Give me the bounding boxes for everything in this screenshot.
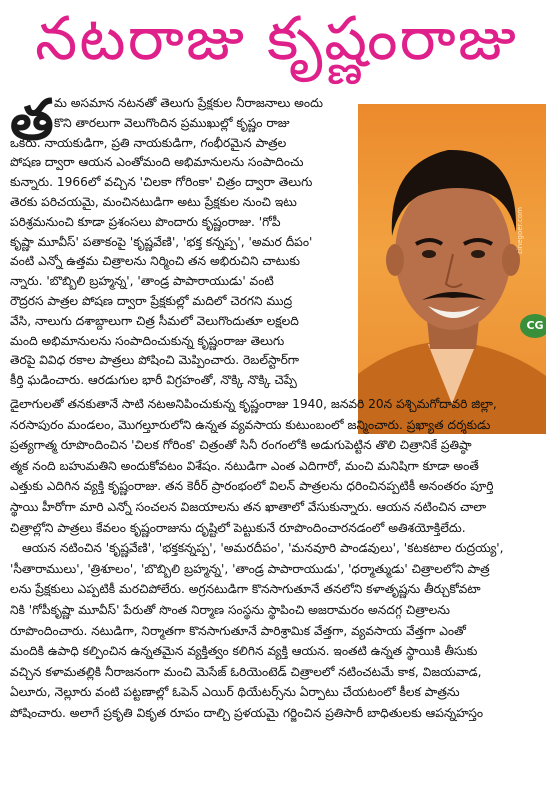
column-line: మ అసమాన నటనతో తెలుగు ప్రేక్షకుల నీరాజనాలు అందు [54, 96, 323, 110]
column-line: కృష్ణా మూవీస్' పతాకంపై 'కృష్ణవేణి', 'భక్త కన్నప్ప', 'అమర దీపం' [10, 234, 313, 249]
body-line: డైలాగులతో తనకుతానే సాటి నటఅనిపించుకున్న కృష్ణంరాజు 1940, జనవరి 20న పశ్చిమగోదావరి జిల్లా, [10, 397, 497, 411]
drop-cap: త [10, 87, 54, 153]
body-line: ఆయన నటించిన 'కృష్ణవేణి', 'భక్తకన్నప్ప', 'అమరదీపం', 'మనవూరి పాండవులు', 'కటకటాల రుద్రయ్య', [22, 541, 504, 556]
body-line: స్థాయి హీరోగా మారి ఎన్నో సంచలన విజయాలను తన ఖాతాలో వేసుకున్నారు. ఆయన నటించిన చాలా [10, 499, 487, 514]
column-line: కీర్తి ఘడించారు. ఆరడుగుల భారీ విగ్రహంతో, నొక్కి నొక్కి చెప్పే [10, 373, 297, 388]
column-line: రౌద్రరస పాత్రల పోషణ ద్వారా ప్రేక్షకుల్లో మదిలో చెరగని ముద్ర [10, 293, 293, 308]
column-line: తెరపై వివిధ రకాల పాత్రలు పోషించి మెప్పించారు. రెబల్‌స్టార్‌గా [10, 353, 300, 368]
body-line: మందికి ఉపాధి కల్పించిన ఉన్నతమైన వ్యక్తిత్వం కలిగిన వ్యక్తి ఆయన. ఇంతటి ఉన్నత స్థాయికి తీసుకు [10, 644, 478, 659]
column-line: పరిశ్రమనుంచి కూడా ప్రశంసలు పొందారు కృష్ణంరాజు. 'గోపీ [10, 214, 281, 229]
article-full-width [10, 394, 544, 724]
body-line: వచ్చిన కళామతల్లికి నీరాజనంగా మంచి మెసేజ్ ఓరియెంటెడ్ చిత్రాలలో నటించటమే కాక, విజయవాడ, [10, 664, 482, 679]
watermark-text: cinegoer.com [516, 207, 524, 254]
body-line: ప్రత్యగాత్మ రూపొందించిన 'చిలక గోరింక' చిత్రంతో సినీ రంగంలోకి అడుగుపెట్టిన తొలి చిత్రానికే ప్రతిష్ఠా [10, 438, 472, 453]
body-line: నికి 'గోపీకృష్ణా మూవీస్' పేరుతో సొంత నిర్మాణ సంస్థను స్థాపించి అజరామరం అనదగ్గ చిత్రాలను [10, 602, 450, 617]
column-line: పోషణ ద్వారా ఆయన ఎంతోమంది అభిమానులను సంపాదించు [10, 155, 304, 170]
watermark-logo: CG [520, 314, 546, 338]
body-line: త్మక నంది బహుమతిని అందుకోవటం విశేషం. నటుడిగా ఎంత ఎదిగారో, మంచి మనిషిగా కూడా అంతే [10, 458, 479, 473]
body-line: చిత్రాల్లోని పాత్రలు కేవలం కృష్ణంరాజును దృష్టిలో పెట్టుకునే రూపొందించారనడంలో అతిశయోక్తిలేదు. [10, 520, 466, 535]
article-column [10, 87, 350, 391]
column-line: వేసి, నాలుగు దశాబ్దాలుగా చిత్ర సీమలో వెలుగొందుతూ లక్షలది [10, 313, 299, 328]
column-line: కున్నారు. 1966లో వచ్చిన 'చిలకా గోరింకా' చిత్రం ద్వారా తెలుగు [10, 175, 313, 190]
column-line: వంటి ఎన్నో ఉత్తమ చిత్రాలను నిర్మించి తన అభిరుచిని చాటుకు [10, 254, 300, 269]
body-line: లను ప్రేక్షకులు ఎప్పటికీ మరచిపోలేరు. అగ్రనటుడిగా కొనసాగుతూనే తనలోని కళాతృష్ణను తీర్చుకోవటా [10, 582, 481, 597]
column-line: న్నారు. 'బొబ్బిలి బ్రహ్మన్న', 'తాండ్ర పాపారాయుడు' వంటి [10, 274, 274, 289]
body-line: పోషించారు. అలాగే ప్రకృతి వికృత రూపం దాల్చి ప్రళయమై గర్జించిన ప్రతిసారీ బాధితులకు ఆపన్నహస్తం [10, 705, 484, 720]
column-line: తెరకు పరిచయమై, మంచినటుడిగా అటు ప్రేక్షకుల నుంచి ఇటు [10, 194, 297, 209]
body-line: నరసాపురం మండలం, మొగల్తూరులోని ఉన్నత వ్యవసాయ కుటుంబంలో జన్మించారు. ప్రఖ్యాత దర్శకుడు [10, 417, 491, 432]
column-line: ఒకరు. నాయకుడిగా, ప్రతి నాయకుడిగా, గంభీరమైన పాత్రల [10, 135, 287, 150]
portrait-illustration [358, 104, 546, 434]
page-title: నటరాజు కృష్ణంరాజు [35, 4, 518, 74]
column-line: మంది అభిమానులను సంపాదించుకున్న కృష్ణంరాజు తెలుగు [10, 333, 285, 348]
body-line: ఎత్తుకు ఎదిగిన వ్యక్తి కృష్ణంరాజు. తన కెరీర్ ప్రారంభంలో విలన్ పాత్రలను ధరించినప్పటికీ అనంతరం పూర్తి [10, 479, 494, 494]
column-line: కొని తారలుగా వెలుగొందిన ప్రముఖుల్లో కృష్ణం రాజు [54, 115, 290, 130]
portrait-photo [358, 104, 546, 434]
body-line: 'సీతారాములు', 'త్రిశూలం', 'బొబ్బిలి బ్రహ్మన్న', 'తాండ్ర పాపారాయుడు', 'ధర్మాత్ముడు' చిత్రాలలోని పాత్ర [10, 561, 490, 576]
body-line: ఏలూరు, నెల్లూరు వంటి పట్టణాల్లో ఓపెన్ ఎయిర్ థియేటర్స్‌ను ఏర్పాటు చేయటంలో కీలక పాత్రను [10, 685, 460, 700]
body-line: రూపొందించారు. నటుడిగా, నిర్మాతగా కొనసాగుతూనే పారిశ్రామిక వేత్తగా, వ్యవసాయ వేత్తగా ఎంతో [10, 623, 466, 638]
